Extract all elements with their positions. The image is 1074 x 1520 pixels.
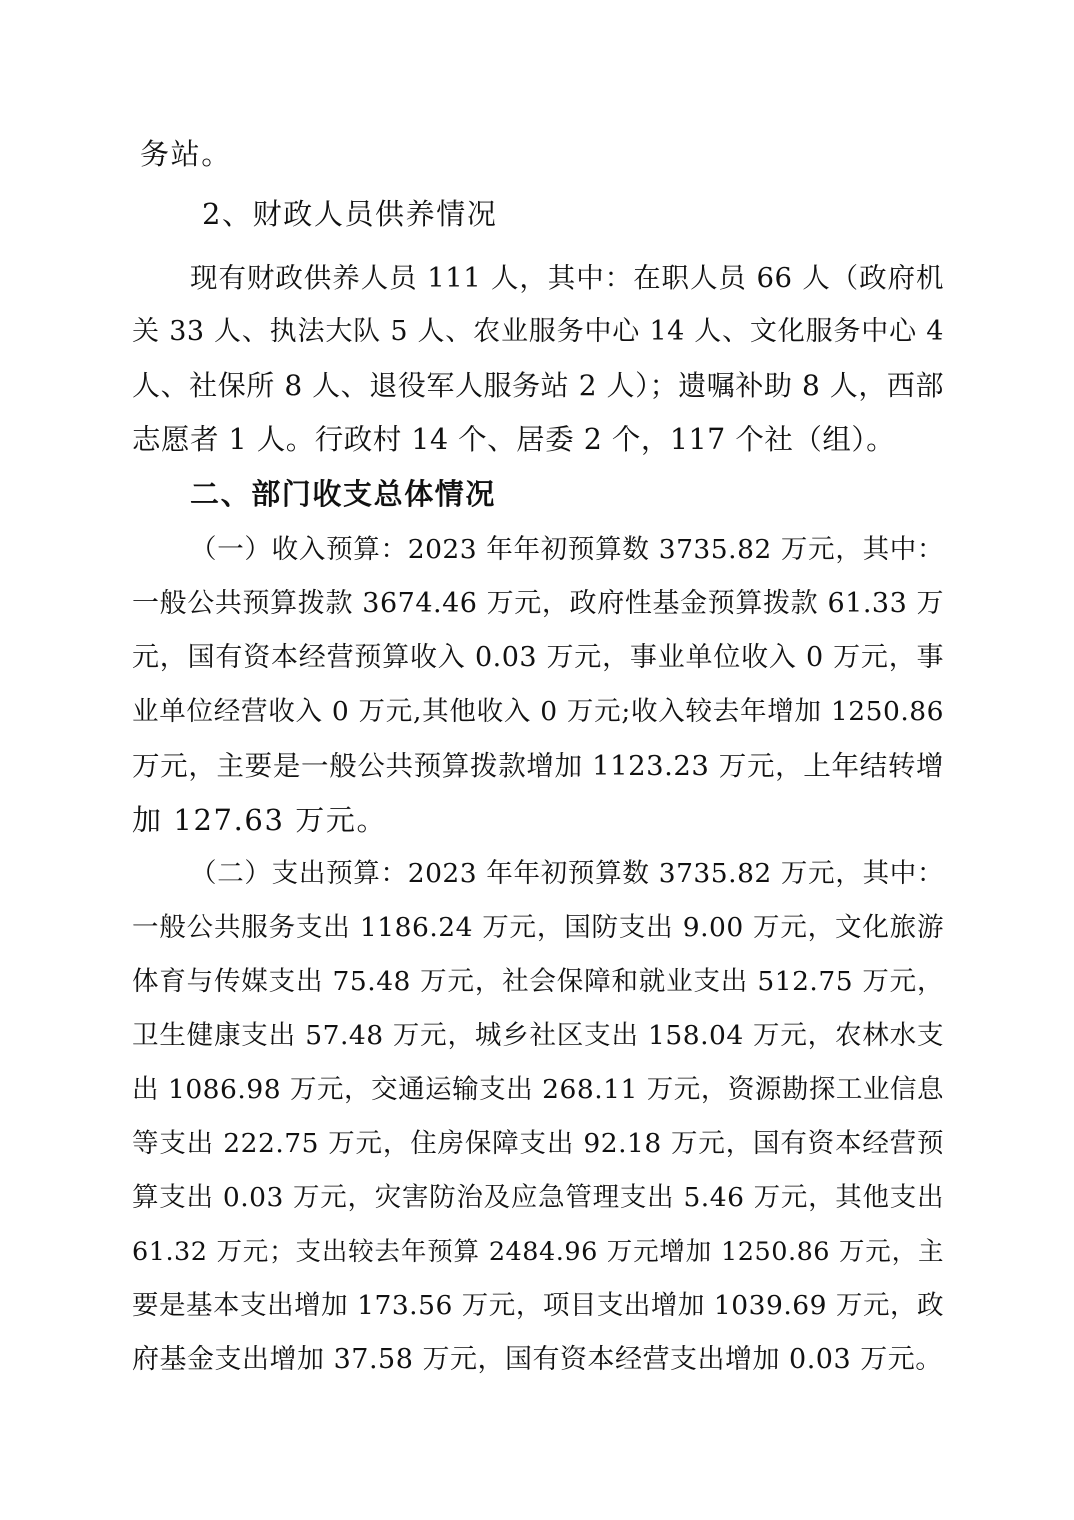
subsection-title-staffing: 2、财政人员供养情况 bbox=[202, 197, 498, 231]
paragraph-staffing-line: 关 33 人、执法大队 5 人、农业服务中心 14 人、文化服务中心 4 bbox=[132, 316, 944, 347]
paragraph-staffing-line: 人、社保所 8 人、退役军人服务站 2 人）；遗嘱补助 8 人，西部 bbox=[132, 369, 944, 402]
paragraph-staffing-line: 志愿者 1 人。行政村 14 个、居委 2 个，117 个社（组）。 bbox=[132, 423, 896, 456]
paragraph-income-line: 元，国有资本经营预算收入 0.03 万元，事业单位收入 0 万元，事 bbox=[132, 642, 944, 673]
text-line-continuation: 务站。 bbox=[140, 137, 232, 171]
paragraph-expenditure-line: 一般公共服务支出 1186.24 万元，国防支出 9.00 万元，文化旅游 bbox=[132, 912, 944, 943]
paragraph-staffing-line: 现有财政供养人员 111 人，其中：在职人员 66 人（政府机 bbox=[190, 262, 944, 294]
paragraph-income-line: 加 127.63 万元。 bbox=[132, 803, 388, 837]
paragraph-income-line: 业单位经营收入 0 万元,其他收入 0 万元;收入较去年增加 1250.86 bbox=[132, 696, 944, 727]
paragraph-expenditure-line: 卫生健康支出 57.48 万元，城乡社区支出 158.04 万元，农林水支 bbox=[132, 1020, 944, 1051]
paragraph-income-line: （一）收入预算：2023 年年初预算数 3735.82 万元，其中： bbox=[190, 534, 944, 565]
paragraph-income-line: 一般公共预算拨款 3674.46 万元，政府性基金预算拨款 61.33 万 bbox=[132, 588, 944, 619]
paragraph-expenditure-line: （二）支出预算：2023 年年初预算数 3735.82 万元，其中： bbox=[190, 858, 944, 889]
paragraph-expenditure-line: 61.32 万元；支出较去年预算 2484.96 万元增加 1250.86 万元，主 bbox=[132, 1237, 944, 1267]
paragraph-expenditure-line: 算支出 0.03 万元，灾害防治及应急管理支出 5.46 万元，其他支出 bbox=[132, 1182, 944, 1213]
paragraph-income-line: 万元，主要是一般公共预算拨款增加 1123.23 万元，上年结转增 bbox=[132, 750, 944, 782]
section-heading-income-expenditure: 二、部门收支总体情况 bbox=[190, 477, 497, 511]
paragraph-expenditure-line: 出 1086.98 万元，交通运输支出 268.11 万元，资源勘探工业信息 bbox=[132, 1074, 944, 1105]
paragraph-expenditure-line: 要是基本支出增加 173.56 万元，项目支出增加 1039.69 万元，政 bbox=[132, 1290, 944, 1321]
paragraph-expenditure-line: 府基金支出增加 37.58 万元，国有资本经营支出增加 0.03 万元。 bbox=[132, 1344, 943, 1375]
paragraph-expenditure-line: 等支出 222.75 万元，住房保障支出 92.18 万元，国有资本经营预 bbox=[132, 1128, 944, 1159]
paragraph-expenditure-line: 体育与传媒支出 75.48 万元，社会保障和就业支出 512.75 万元， bbox=[132, 966, 944, 997]
